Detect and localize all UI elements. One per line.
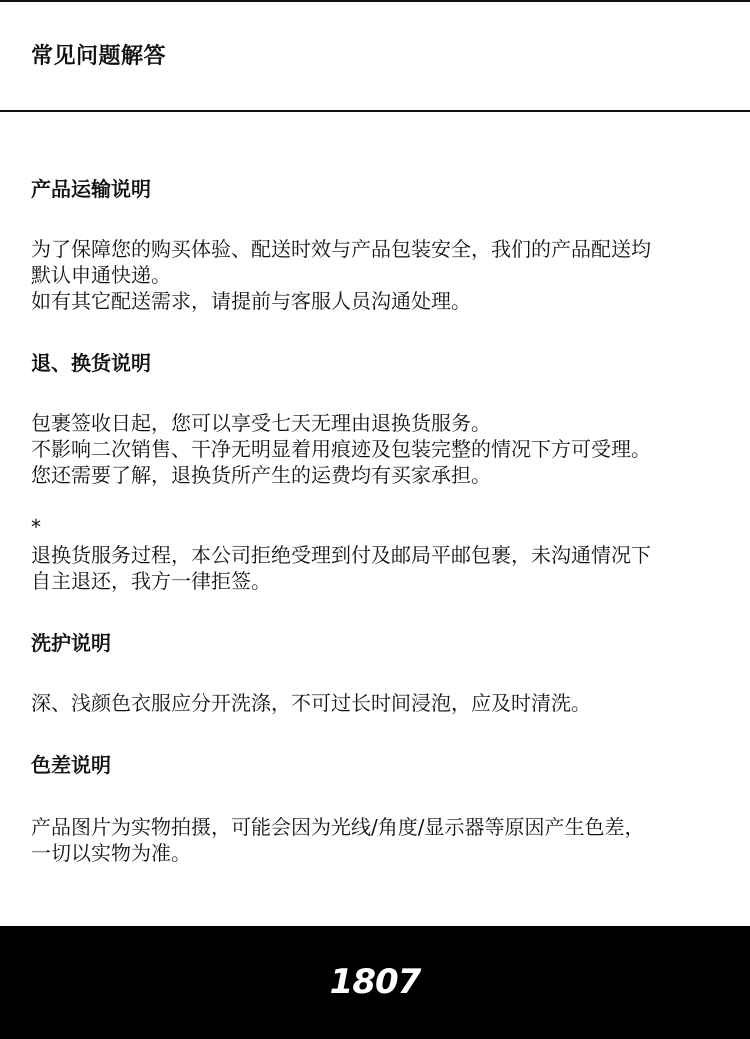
returns-note-line: 自主退还，我方一律拒签。 [31,569,271,593]
returns-text-line: 包裹签收日起，您可以享受七天无理由退换货服务。 [31,411,491,435]
page-header [0,0,750,112]
page-title: 常见问题解答 [31,44,167,69]
color-text-line: 产品图片为实物拍摄，可能会因为光线/角度/显示器等原因产生色差， [31,815,645,839]
shipping-text-line: 为了保障您的购买体验、配送时效与产品包装安全，我们的产品配送均 [31,237,651,261]
shipping-section-title: 产品运输说明 [31,177,151,201]
footer-bar [0,926,750,1039]
color-text-line: 一切以实物为准。 [31,841,191,865]
shipping-text-line: 如有其它配送需求，请提前与客服人员沟通处理。 [31,289,471,313]
color-section-title: 色差说明 [31,753,111,777]
returns-section-title: 退、换货说明 [31,351,151,375]
returns-note-mark: * [31,515,41,539]
returns-text-line: 不影响二次销售、干净无明显着用痕迹及包装完整的情况下方可受理。 [31,437,651,461]
returns-note-line: 退换货服务过程，本公司拒绝受理到付及邮局平邮包裹，未沟通情况下 [31,543,651,567]
care-text-line: 深、浅颜色衣服应分开洗涤，不可过长时间浸泡，应及时清洗。 [31,691,591,715]
brand-logo: 1807 [329,962,421,1002]
shipping-text-line: 默认申通快递。 [31,263,171,287]
returns-text-line: 您还需要了解，退换货所产生的运费均有买家承担。 [31,463,491,487]
care-section-title: 洗护说明 [31,631,111,655]
